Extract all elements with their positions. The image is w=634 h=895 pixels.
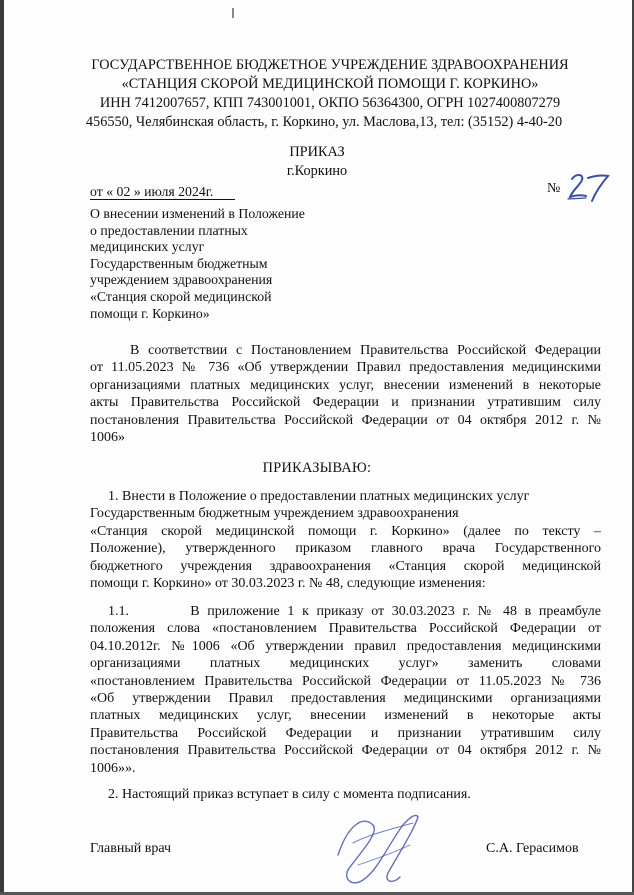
item-1-line: бюджетного учреждения здравоохранения «Станция скорой медицинской — [90, 558, 601, 574]
preamble-line: В соответствии с Постановлением Правительства Российской Федерации — [130, 343, 601, 358]
item-1-1-line: положения слова «постановлением Правительства Российской Федерации от — [90, 621, 601, 637]
signatory-name: С.А. Герасимов — [486, 841, 579, 856]
preamble-line: акты Правительства Российской Федерации и признании утратившим силу — [90, 395, 601, 411]
item-1-1-line: Правительства Российской Федерации и признании утратившим силу — [90, 725, 601, 741]
item-1-1-line: 1.1. В приложение 1 к приказу от 30.03.2023 г. № 48 в преамбуле — [108, 604, 601, 619]
item-1-1-line: платных медицинских услуг, внесении изменений в некоторые акты — [90, 708, 601, 724]
order-date-text: от « 02 » июля 2024г. — [90, 184, 235, 200]
letterhead — [60, 56, 600, 132]
handwritten-order-number — [566, 171, 612, 203]
scan-artifact — [232, 8, 234, 18]
order-subject — [90, 206, 350, 322]
decree-heading: ПРИКАЗЫВАЮ: — [262, 460, 372, 476]
order-city: г.Коркино — [286, 163, 348, 179]
letterhead-org-name: «СТАНЦИЯ СКОРОЙ МЕДИЦИНСКОЙ ПОМОЩИ Г. КОРКИНО» — [121, 76, 539, 92]
order-date — [90, 184, 235, 200]
subject-line: о предоставлении платных — [90, 222, 248, 238]
subject-line: учреждением здравоохранения — [90, 272, 273, 288]
item-1-1-line: 1006»». — [90, 760, 136, 776]
item-1-line: Государственным бюджетным учреждением здравоохранения — [90, 506, 459, 522]
item-1-1-line: «постановлением Правительства Российской Федерации от 11.05.2023 № 736 — [90, 673, 601, 689]
signatory-position: Главный врач — [90, 841, 172, 856]
item-1-1-line: «Об утверждении Правил предоставления медицинскими организациями — [90, 691, 601, 707]
item-1-line: 1. Внести в Положение о предоставлении платных медицинских услуг — [108, 489, 530, 504]
letterhead-org-type: ГОСУДАРСТВЕННОЕ БЮДЖЕТНОЕ УЧРЕЖДЕНИЕ ЗДРАВООХРАНЕНИЯ — [91, 57, 569, 73]
item-1-line: Положение), утвержденного приказом главного врача Государственного — [90, 541, 601, 557]
letterhead-registry-codes: ИНН 7412007657, КПП 743001001, ОКПО 56364300, ОГРН 1027400807279 — [99, 95, 561, 111]
item-1-line: «Станция скорой медицинской помощи г. Коркино» (далее по тексту – — [90, 523, 601, 539]
handwritten-signature — [318, 795, 438, 895]
preamble-line: организациями платных медицинских услуг, внесении изменений в некоторые — [90, 377, 601, 393]
subject-line: О внесении изменений в Положение — [90, 206, 305, 221]
scan-edge-left — [0, 0, 4, 895]
subject-line: «Станция скорой медицинской — [90, 288, 272, 304]
item-1 — [90, 488, 601, 592]
order-number-label: № — [547, 181, 561, 196]
letterhead-address: 456550, Челябинская область, г. Коркино, ул. Маслова,13, тел: (35152) 4-40-20 — [85, 114, 563, 130]
item-1-1-line: 04.10.2012г. №1006 «Об утверждении правил предоставления медицинскими — [90, 638, 601, 654]
item-1-1 — [90, 603, 601, 777]
subject-line: медицинских услуг — [90, 239, 205, 255]
preamble — [90, 342, 601, 446]
item-1-1-line: организациями платных медицинских услуг» заменить словами — [90, 656, 601, 672]
subject-line: помощи г. Коркино» — [90, 305, 210, 321]
preamble-line: 1006» — [90, 430, 125, 446]
subject-line: Государственным бюджетным — [90, 255, 268, 271]
item-1-1-line: постановления Правительства Российской Федерации от 04 октября 2012 г. № — [90, 743, 601, 759]
preamble-line: от 11.05.2023 № 736 «Об утверждении Правил предоставления медицинскими — [90, 360, 601, 376]
preamble-line: постановления Правительства Российской Федерации от 04 октября 2012 г. № — [90, 412, 601, 428]
item-2-line: 2. Настоящий приказ вступает в силу с момента подписания. — [108, 787, 471, 802]
order-title: ПРИКАЗ — [289, 144, 345, 160]
item-1-line: помощи г. Коркино» от 30.03.2023 г. № 48, следующие изменения: — [90, 576, 486, 592]
